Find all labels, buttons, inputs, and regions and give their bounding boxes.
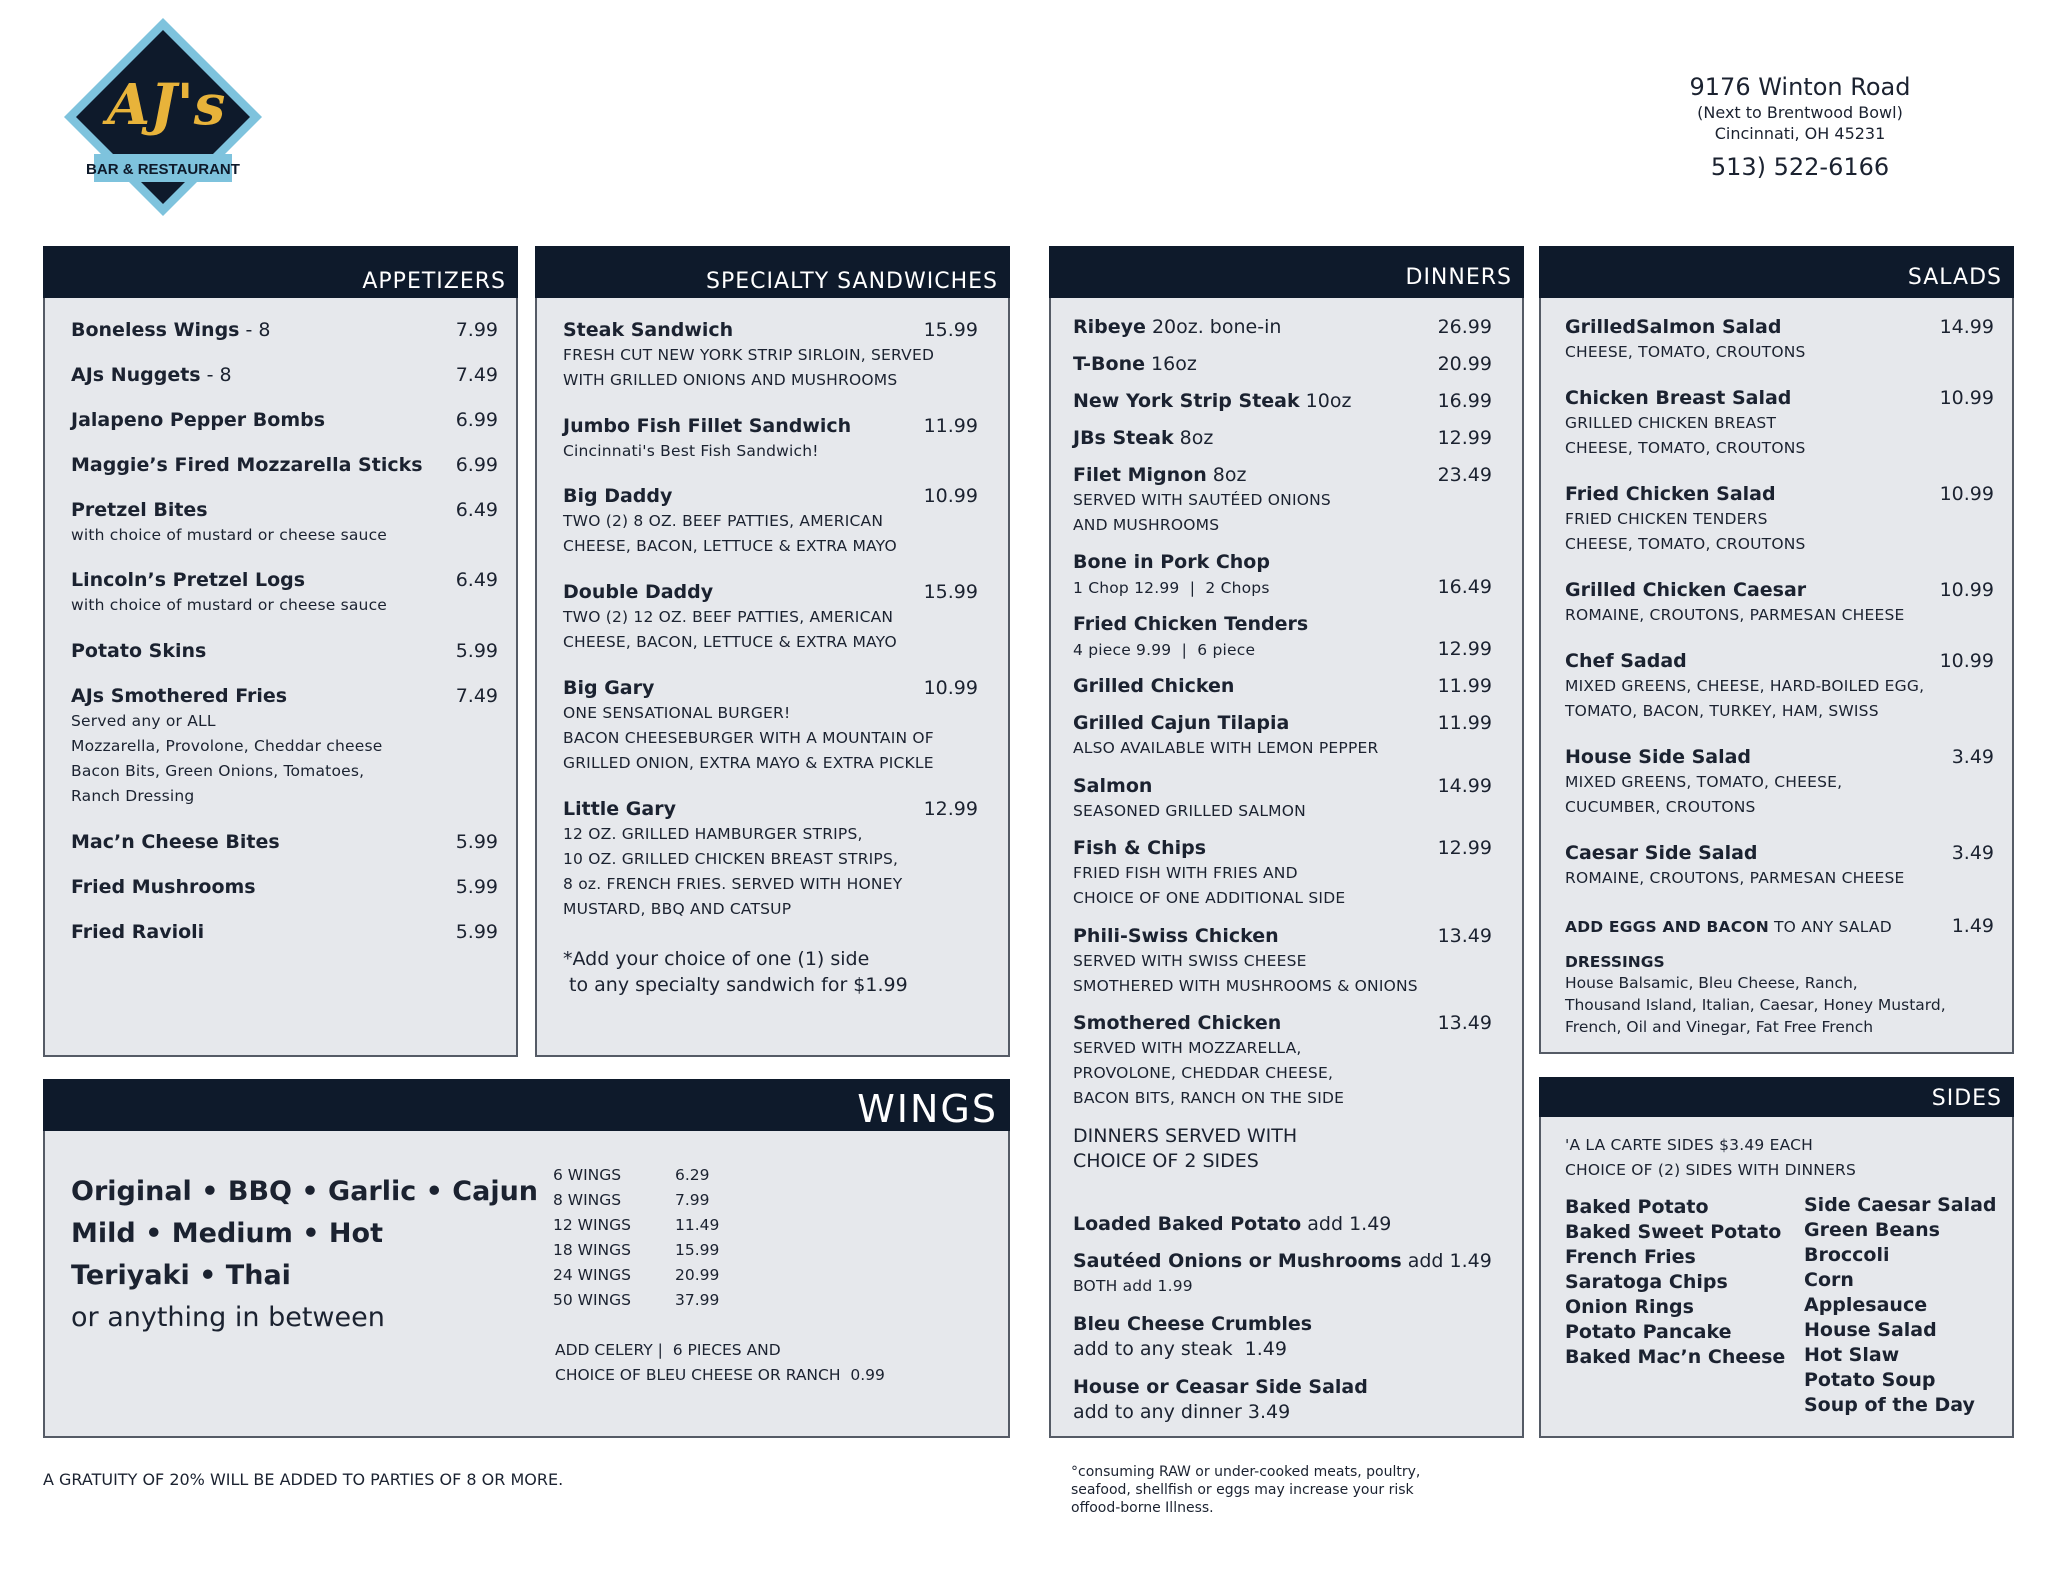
wing-flavors: Original • BBQ • Garlic • Cajun Mild • Medium • Hot Teriyaki • Thai or anything in between — [71, 1176, 539, 1333]
logo-script: AJ's — [106, 72, 226, 138]
address-block — [1620, 72, 1980, 182]
menu-item: Grilled Chicken Caesar 10.99 ROMAINE, CROUTONS, PARMESAN CHEESE — [1565, 579, 1994, 624]
logo-banner: BAR & RESTAURANT — [86, 161, 240, 178]
salads-panel — [1539, 246, 2014, 1054]
menu-item: Bone in Pork Chop 1 Chop 12.99 | 2 Chops 16.49 — [1073, 551, 1492, 598]
salads-title: SALADS — [1539, 246, 2014, 298]
table-row: 18 WINGS 15.99 — [553, 1241, 720, 1259]
sides-list-2: Side Caesar Salad Green Beans Broccoli Corn Applesauce House Salad Hot Slaw Potato Soup Soup of the Day — [1804, 1194, 1997, 1416]
menu-item: GrilledSalmon Salad 14.99 CHEESE, TOMATO, CROUTONS — [1565, 316, 1994, 361]
menu-item: AJs Nuggets - 8 7.49 — [71, 364, 498, 386]
dinner-addon: Sautéed Onions or Mushrooms add 1.49 BOTH add 1.99 — [1073, 1250, 1492, 1295]
dinner-addon: House or Ceasar Side Salad add to any dinner 3.49 — [1073, 1376, 1368, 1423]
menu-item: Big Daddy 10.99 TWO (2) 8 OZ. BEEF PATTIES, AMERICAN CHEESE, BACON, LETTUCE & EXTRA MAYO — [563, 485, 978, 555]
appetizers-title: APPETIZERS — [43, 246, 518, 298]
menu-item: Ribeye 20oz. bone-in 26.99 — [1073, 316, 1492, 338]
menu-item: Grilled Chicken 11.99 — [1073, 675, 1492, 697]
menu-item: Fish & Chips 12.99 FRIED FISH WITH FRIES AND CHOICE OF ONE ADDITIONAL SIDE — [1073, 837, 1492, 907]
menu-item: Little Gary 12.99 12 OZ. GRILLED HAMBURGER STRIPS, 10 OZ. GRILLED CHICKEN BREAST STRIPS, 8 oz. FRENCH FRIES. SERVED WITH HONEY MUSTARD, BBQ AND CATSUP — [563, 798, 978, 918]
celery-addon: ADD CELERY | 6 PIECES AND CHOICE OF BLEU CHEESE OR RANCH 0.99 — [555, 1341, 885, 1384]
dressings: DRESSINGS House Balsamic, Bleu Cheese, Ranch, Thousand Island, Italian, Caesar, Honey Mustard, French, Oil and Vinegar, Fat Free French — [1565, 953, 1946, 1036]
city-line: Cincinnati, OH 45231 — [1714, 124, 1886, 143]
menu-item: Lincoln’s Pretzel Logs 6.49 with choice of mustard or cheese sauce — [71, 569, 498, 614]
street-address: 9176 Winton Road — [1689, 73, 1911, 101]
menu-item: Smothered Chicken 13.49 SERVED WITH MOZZARELLA, PROVOLONE, CHEDDAR CHEESE, BACON BITS, RANCH ON THE SIDE — [1073, 1012, 1492, 1107]
menu-item: Mac’n Cheese Bites 5.99 — [71, 831, 498, 853]
sandwiches-panel — [535, 246, 1010, 1057]
sides-title: SIDES — [1539, 1077, 2014, 1117]
menu-item: New York Strip Steak 10oz 16.99 — [1073, 390, 1492, 412]
menu-item: Salmon 14.99 SEASONED GRILLED SALMON — [1073, 775, 1492, 820]
menu-item: Chicken Breast Salad 10.99 GRILLED CHICKEN BREAST CHEESE, TOMATO, CROUTONS — [1565, 387, 1994, 457]
phone-number: 513) 522-6166 — [1710, 153, 1890, 181]
menu-item: Fried Mushrooms 5.99 — [71, 876, 498, 898]
sides-list-1: Baked Potato Baked Sweet Potato French Fries Saratoga Chips Onion Rings Potato Pancake Baked Mac’n Cheese — [1565, 1196, 1786, 1368]
address-note: (Next to Brentwood Bowl) — [1697, 103, 1903, 122]
menu-item: Maggie’s Fired Mozzarella Sticks 6.99 — [71, 454, 498, 476]
menu-item: Chef Sadad 10.99 MIXED GREENS, CHEESE, HARD-BOILED EGG, TOMATO, BACON, TURKEY, HAM, SWISS — [1565, 650, 1994, 720]
menu-item: Fried Chicken Salad 10.99 FRIED CHICKEN TENDERS CHEESE, TOMATO, CROUTONS — [1565, 483, 1994, 553]
menu-item: Fried Ravioli 5.99 — [71, 921, 498, 943]
table-row: 50 WINGS 37.99 — [553, 1291, 720, 1309]
dinner-addon: Loaded Baked Potato add 1.49 — [1073, 1213, 1392, 1235]
dinner-addon: Bleu Cheese Crumbles add to any steak 1.49 — [1073, 1313, 1313, 1360]
wings-title: WINGS — [43, 1079, 1010, 1131]
menu-item: Pretzel Bites 6.49 with choice of mustard or cheese sauce — [71, 499, 498, 544]
menu-item: Jalapeno Pepper Bombs 6.99 — [71, 409, 498, 431]
menu-item: Potato Skins 5.99 — [71, 640, 498, 662]
table-row: 8 WINGS 7.99 — [553, 1191, 710, 1209]
consumption-warning: °consuming RAW or under-cooked meats, poultry, seafood, shellfish or eggs may increase your risk offood-borne Illness. — [1071, 1464, 1421, 1516]
menu-item: Phili-Swiss Chicken 13.49 SERVED WITH SWISS CHEESE SMOTHERED WITH MUSHROOMS & ONIONS — [1073, 925, 1492, 995]
menu-item: JBs Steak 8oz 12.99 — [1073, 427, 1492, 449]
menu-item: Big Gary 10.99 ONE SENSATIONAL BURGER! BACON CHEESEBURGER WITH A MOUNTAIN OF GRILLED ONION, EXTRA MAYO & EXTRA PICKLE — [563, 677, 978, 772]
sides-note: 'A LA CARTE SIDES $3.49 EACH CHOICE OF (2) SIDES WITH DINNERS — [1565, 1136, 1857, 1179]
menu-item: Jumbo Fish Fillet Sandwich 11.99 Cincinnati's Best Fish Sandwich! — [563, 415, 978, 460]
appetizers-panel — [43, 246, 518, 1057]
dinners-served-note: DINNERS SERVED WITH CHOICE OF 2 SIDES — [1073, 1125, 1298, 1172]
menu-item: Fried Chicken Tenders 4 piece 9.99 | 6 piece 12.99 — [1073, 613, 1492, 660]
menu-item: Filet Mignon 8oz 23.49 SERVED WITH SAUTÉED ONIONS AND MUSHROOMS — [1073, 464, 1492, 534]
menu-item: AJs Smothered Fries 7.49 Served any or ALL Mozzarella, Provolone, Cheddar cheese Bacon Bits, Green Onions, Tomatoes, Ranch Dressing — [71, 685, 498, 805]
sandwich-side-note: *Add your choice of one (1) side to any specialty sandwich for $1.99 — [563, 948, 908, 996]
menu-item: Double Daddy 15.99 TWO (2) 12 OZ. BEEF PATTIES, AMERICAN CHEESE, BACON, LETTUCE & EXTRA MAYO — [563, 581, 978, 651]
logo — [58, 14, 268, 224]
menu-item: Grilled Cajun Tilapia 11.99 ALSO AVAILABLE WITH LEMON PEPPER — [1073, 712, 1492, 757]
sides-panel — [1539, 1077, 2014, 1438]
table-row: 24 WINGS 20.99 — [553, 1266, 720, 1284]
dinners-title: DINNERS — [1049, 246, 1524, 298]
menu-item: T-Bone 16oz 20.99 — [1073, 353, 1492, 375]
gratuity-note: A GRATUITY OF 20% WILL BE ADDED TO PARTIES OF 8 OR MORE. — [43, 1470, 564, 1489]
salad-addon: ADD EGGS AND BACON TO ANY SALAD 1.49 — [1565, 915, 1994, 937]
menu-item: Boneless Wings - 8 7.99 — [71, 319, 498, 341]
wings-panel — [43, 1079, 1010, 1438]
dinners-panel — [1049, 246, 1524, 1438]
wing-price-table — [553, 1163, 763, 1313]
table-row: 12 WINGS 11.49 — [553, 1216, 720, 1234]
sandwiches-title: SPECIALTY SANDWICHES — [535, 246, 1010, 298]
menu-item: House Side Salad 3.49 MIXED GREENS, TOMATO, CHEESE, CUCUMBER, CROUTONS — [1565, 746, 1994, 816]
menu-item: Steak Sandwich 15.99 FRESH CUT NEW YORK STRIP SIRLOIN, SERVED WITH GRILLED ONIONS AND MUSHROOMS — [563, 319, 978, 389]
table-row: 6 WINGS 6.29 — [553, 1166, 710, 1184]
menu-item: Caesar Side Salad 3.49 ROMAINE, CROUTONS, PARMESAN CHEESE — [1565, 842, 1994, 887]
